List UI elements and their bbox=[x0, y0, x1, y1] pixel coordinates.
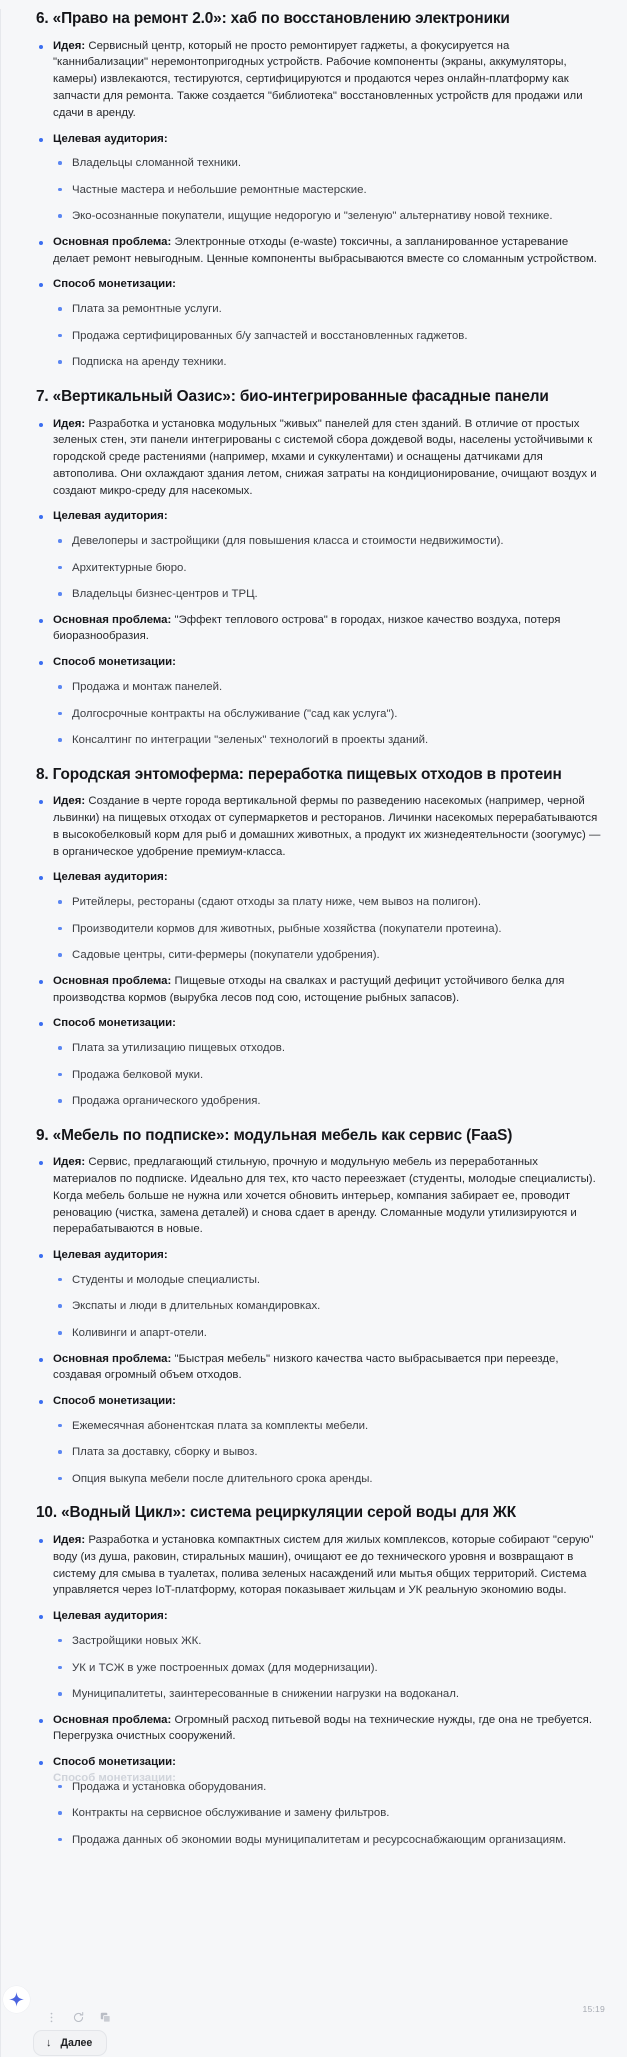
list-item-text: Создание в черте города вертикальной фермы по разведению насекомых (например, черной львинки) на пищевых отходах от супермаркетов и ресторанов. Личинки насекомых перерабатываются в высокобелковый корм для рыб и домашних животных, а продукт их жизнедеятельности (зоогумус) — в органическое удобрение премиум-класса. bbox=[53, 795, 601, 858]
nested-list-item: Продажа и монтаж панелей. bbox=[53, 679, 601, 696]
nested-list-item: Коливинги и апарт-отели. bbox=[53, 1325, 601, 1342]
section-bullet-list bbox=[36, 1532, 601, 1848]
continue-button-label: Далее bbox=[60, 2037, 93, 2049]
nested-list-item: Продажа сертифицированных б/у запчастей и восстановленных гаджетов. bbox=[53, 328, 601, 345]
section-title: 10. «Водный Цикл»: система рециркуляции серой воды для ЖК bbox=[36, 1504, 516, 1522]
list-item bbox=[36, 416, 601, 500]
nested-list-item: Плата за ремонтные услуги. bbox=[53, 301, 601, 318]
list-item-text: Электронные отходы (e-waste) токсичны, а запланированное устаревание делает ремонт невыгодным. Ценные компоненты выбрасываются вместе со сломанным устройством. bbox=[53, 235, 597, 265]
list-item-text: "Эффект теплового острова" в городах, низкое качество воздуха, потеря биоразнообразия. bbox=[53, 613, 561, 643]
nested-list-item: Продажа и установка оборудования. bbox=[53, 1779, 601, 1796]
list-item bbox=[36, 1754, 601, 1848]
list-item bbox=[36, 869, 601, 963]
nested-list-item: Муниципалитеты, заинтересованные в снижении нагрузки на водоканал. bbox=[53, 1686, 601, 1703]
list-item-label: Способ монетизации: bbox=[53, 278, 176, 291]
list-item-label: Идея: bbox=[53, 39, 86, 52]
list-item bbox=[36, 612, 601, 646]
list-item bbox=[36, 508, 601, 602]
list-item bbox=[36, 38, 601, 122]
section-title: 7. «Вертикальный Оазис»: био-интегрированные фасадные панели bbox=[36, 387, 549, 405]
scroll-tear-artifact: Способ монетизации: bbox=[53, 1772, 176, 1785]
list-item-text: "Быстрая мебель" низкого качества часто выбрасывается при переезде, создавая огромный объем отходов. bbox=[53, 1352, 559, 1382]
list-item bbox=[36, 1247, 601, 1341]
list-item-label: Идея: bbox=[53, 417, 86, 430]
nested-bullet-list bbox=[53, 1779, 601, 1849]
list-item-label: Основная проблема: bbox=[53, 1352, 172, 1365]
list-item-text: Сервис, предлагающий стильную, прочную и модульную мебель из переработанных материалов по подписке. Идеально для тех, кто часто переезжает (студенты, молодые специалисты). Когда мебель больше не нужна или хочется обновить интерьер, компания забирает ее, проводит реновацию (чистка, замена деталей) и снова сдает в аренду. Сломанные модули утилизируются и перерабатываются в новые. bbox=[53, 1156, 596, 1236]
arrow-down-icon: ↓ bbox=[46, 2036, 52, 2049]
list-item bbox=[36, 654, 601, 748]
nested-bullet-list bbox=[53, 1633, 601, 1703]
nested-list-item: Долгосрочные контракты на обслуживание ("сад как услуга"). bbox=[53, 706, 601, 723]
nested-bullet-list bbox=[53, 533, 601, 603]
list-item bbox=[36, 1712, 601, 1746]
nested-list-item: Архитектурные бюро. bbox=[53, 560, 601, 577]
nested-bullet-list bbox=[53, 894, 601, 964]
nested-list-item: Продажа органического удобрения. bbox=[53, 1093, 601, 1110]
nested-bullet-list bbox=[53, 679, 601, 749]
list-item-label: Целевая аудитория: bbox=[53, 510, 168, 523]
list-item bbox=[36, 1393, 601, 1487]
regenerate-icon[interactable] bbox=[71, 2010, 85, 2024]
nested-list-item: УК и ТСЖ в уже построенных домах (для модернизации). bbox=[53, 1660, 601, 1677]
nested-list-item: Ежемесячная абонентская плата за комплекты мебели. bbox=[53, 1418, 601, 1435]
section-title: 8. Городская энтомоферма: переработка пищевых отходов в протеин bbox=[36, 765, 562, 783]
list-item-label: Основная проблема: bbox=[53, 1713, 172, 1726]
nested-list-item: Продажа белковой муки. bbox=[53, 1067, 601, 1084]
section-bullet-list bbox=[36, 416, 601, 749]
list-item-text: Разработка и установка компактных систем для жилых комплексов, которые собирают "серую" воду (из душа, раковин, стиральных машин), очищают ее до технического уровня и возвращают в систему для смыва в туалетах, полива зеленых насаждений или мытья общих территорий. Система управляется через IoT-платформу, которая показывает жильцам и УК реальную экономию воды. bbox=[53, 1534, 594, 1597]
list-item-label: Способ монетизации: bbox=[53, 1395, 176, 1408]
gemini-sparkle-icon bbox=[3, 1986, 30, 2013]
nested-bullet-list bbox=[53, 155, 601, 225]
list-item bbox=[36, 276, 601, 370]
continue-button[interactable] bbox=[33, 2030, 107, 2056]
nested-list-item: Консалтинг по интеграции "зеленых" технологий в проекты зданий. bbox=[53, 732, 601, 749]
nested-list-item: Ритейлеры, рестораны (сдают отходы за плату ниже, чем вывоз на полигон). bbox=[53, 894, 601, 911]
nested-list-item: Частные мастера и небольшие ремонтные мастерские. bbox=[53, 182, 601, 199]
nested-list-item: Владельцы бизнес-центров и ТРЦ. bbox=[53, 586, 601, 603]
nested-list-item: Садовые центры, сити-фермеры (покупатели удобрения). bbox=[53, 947, 601, 964]
nested-list-item: Владельцы сломанной техники. bbox=[53, 155, 601, 172]
nested-bullet-list bbox=[53, 1272, 601, 1342]
nested-list-item: Продажа данных об экономии воды муниципалитетам и ресурсоснабжающим организациям. bbox=[53, 1832, 601, 1849]
list-item-label: Целевая аудитория: bbox=[53, 871, 168, 884]
section-title: 9. «Мебель по подписке»: модульная мебель как сервис (FaaS) bbox=[36, 1126, 513, 1144]
nested-list-item: Эко-осознанные покупатели, ищущие недорогую и "зеленую" альтернативу новой технике. bbox=[53, 208, 601, 225]
list-item bbox=[36, 234, 601, 268]
nested-list-item: Опция выкупа мебели после длительного срока аренды. bbox=[53, 1471, 601, 1488]
section-title: 6. «Право на ремонт 2.0»: хаб по восстановлению электроники bbox=[36, 10, 510, 27]
message-action-row bbox=[44, 2010, 112, 2024]
more-options-icon[interactable] bbox=[44, 2010, 58, 2024]
list-item-text: Разработка и установка модульных "живых" панелей для стен зданий. В отличие от простых зеленых стен, эти панели интегрированы с системой сбора дождевой воды, населены устойчивыми к городской среде растениями (например, мхами и суккулентами) и оснащены датчиками для автополива. Они охлаждают здания летом, снижая затраты на кондиционирование, очищают воздух и создают микро-среду для насекомых. bbox=[53, 417, 597, 497]
list-item bbox=[36, 1532, 601, 1599]
nested-list-item: Девелоперы и застройщики (для повышения класса и стоимости недвижимости). bbox=[53, 533, 601, 550]
nested-list-item: Контракты на сервисное обслуживание и замену фильтров. bbox=[53, 1805, 601, 1822]
nested-list-item: Плата за доставку, сборку и вывоз. bbox=[53, 1444, 601, 1461]
list-item-label: Способ монетизации: bbox=[53, 1017, 176, 1030]
nested-list-item: Подписка на аренду техники. bbox=[53, 354, 601, 371]
list-item-label: Основная проблема: bbox=[53, 974, 172, 987]
section-bullet-list bbox=[36, 1154, 601, 1487]
list-item-label: Идея: bbox=[53, 1156, 86, 1169]
list-item-label: Основная проблема: bbox=[53, 613, 172, 626]
list-item-label: Целевая аудитория: bbox=[53, 1249, 168, 1262]
message-timestamp: 15:19 bbox=[582, 2004, 605, 2014]
list-item-label: Целевая аудитория: bbox=[53, 132, 168, 145]
list-item-label: Основная проблема: bbox=[53, 235, 172, 248]
list-item-label: Идея: bbox=[53, 1534, 86, 1547]
nested-bullet-list bbox=[53, 1040, 601, 1110]
nested-list-item: Экспаты и люди в длительных командировках. bbox=[53, 1298, 601, 1315]
nested-bullet-list bbox=[53, 301, 601, 371]
list-item-text: Сервисный центр, который не просто ремонтирует гаджеты, а фокусируется на "каннибализации" неремонтопригодных устройств. Рабочие компоненты (экраны, аккумуляторы, камеры) извлекаются, тестируются, сертифицируются и продаются через онлайн-платформу как запчасти для ремонта. Также создается "библиотека" восстановленных устройств для продажи или сдачи в аренду. bbox=[53, 39, 583, 119]
list-item bbox=[36, 1608, 601, 1702]
list-item-label: Идея: bbox=[53, 795, 86, 808]
list-item bbox=[36, 1154, 601, 1238]
nested-list-item: Плата за утилизацию пищевых отходов. bbox=[53, 1040, 601, 1057]
list-item-text: Пищевые отходы на свалках и растущий дефицит устойчивого белка для производства кормов (вырубка лесов под сою, истощение рыбных запасов). bbox=[53, 974, 565, 1004]
list-item-text: Огромный расход питьевой воды на технические нужды, где она не требуется. Перегрузка очистных сооружений. bbox=[53, 1713, 593, 1743]
list-item bbox=[36, 1351, 601, 1385]
list-item-label: Целевая аудитория: bbox=[53, 1610, 168, 1623]
list-item bbox=[36, 131, 601, 225]
assistant-message bbox=[0, 9, 627, 1848]
nested-bullet-list bbox=[53, 1418, 601, 1488]
list-item bbox=[36, 973, 601, 1007]
nested-list-item: Застройщики новых ЖК. bbox=[53, 1633, 601, 1650]
nested-list-item: Производители кормов для животных, рыбные хозяйства (покупатели протеина). bbox=[53, 921, 601, 938]
nested-list-item: Студенты и молодые специалисты. bbox=[53, 1272, 601, 1289]
list-item-label: Способ монетизации: bbox=[53, 1756, 176, 1769]
section-bullet-list bbox=[36, 38, 601, 371]
list-item bbox=[36, 1015, 601, 1109]
list-item-label: Способ монетизации: bbox=[53, 656, 176, 669]
copy-icon[interactable] bbox=[98, 2010, 112, 2024]
list-item bbox=[36, 793, 601, 860]
section-bullet-list bbox=[36, 793, 601, 1109]
